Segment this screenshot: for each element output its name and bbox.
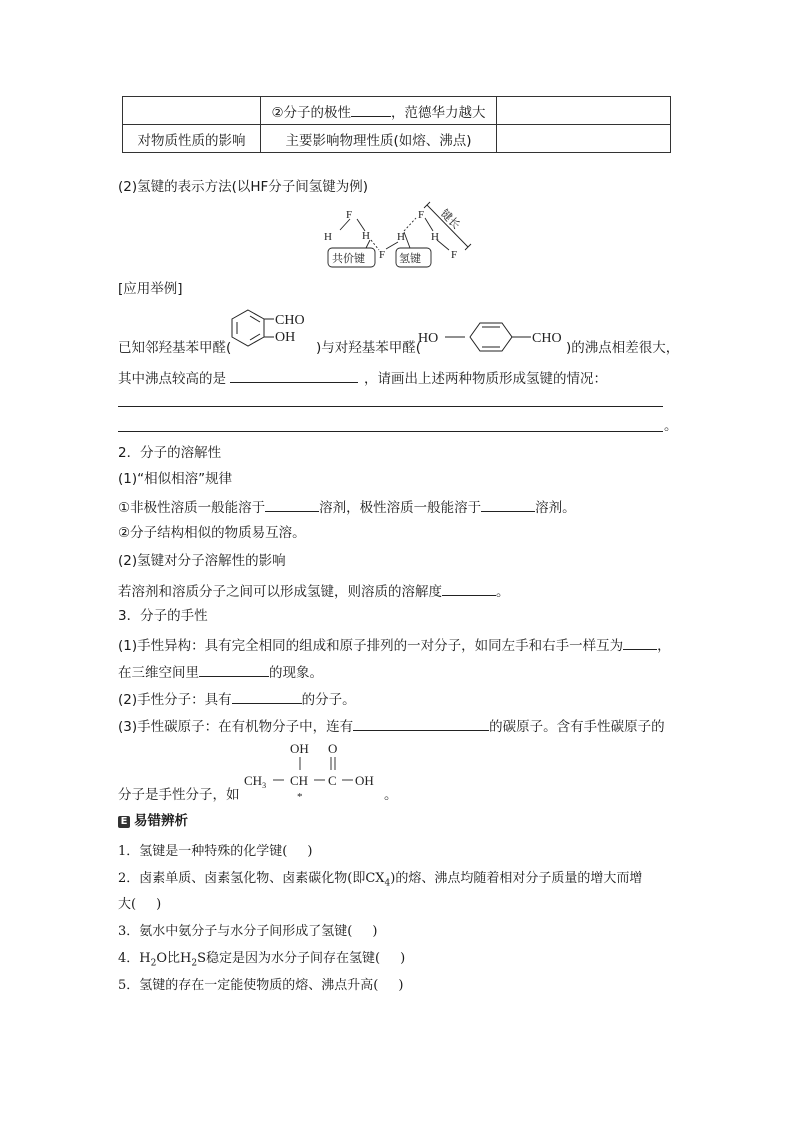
answer-line[interactable] (118, 406, 663, 407)
text: (1)手性异构：具有完全相同的组成和原子排列的一对分子，如同左手和右手一样互为 (118, 638, 624, 654)
item-close: ) (372, 924, 378, 939)
example-line (118, 370, 607, 387)
answer-blank[interactable] (199, 664, 269, 677)
para-hydroxybenzaldehyde-structure (418, 318, 568, 356)
table-cell (123, 97, 261, 125)
table-cell (261, 97, 497, 125)
table-cell: 主要影响物理性质(如熔、沸点) (261, 125, 497, 153)
item-text: 大( (118, 897, 137, 912)
atom-label: F (346, 209, 353, 221)
example-line: 已知邻羟基苯甲醛( (118, 340, 232, 356)
text-line (118, 583, 510, 600)
text: 。 (496, 584, 510, 600)
table-cell (497, 125, 671, 153)
item-close: ) (398, 978, 404, 993)
period: 。 (384, 787, 398, 803)
heading-text: 易错辨析 (134, 813, 188, 829)
atom-label: H (431, 231, 439, 243)
error-item (118, 952, 405, 969)
text: 的分子。 (301, 692, 356, 708)
text: (2)手性分子：具有 (118, 692, 232, 708)
item-close: ) (400, 951, 406, 966)
ho-group-label: HO (418, 331, 439, 346)
c-label: C (328, 773, 337, 788)
section-heading: 2．分子的溶解性 (118, 445, 222, 461)
text: 在三维空间里 (118, 665, 199, 681)
table-cell (497, 97, 671, 125)
table-cell: 对物质性质的影响 (123, 125, 261, 153)
error-item (118, 979, 403, 992)
ch-label: CH (290, 773, 309, 788)
error-item-cont (118, 898, 161, 911)
section-heading: (2)氢键的表示方法(以HF分子间氢键为例) (118, 179, 369, 195)
item-text: )的熔、沸点均随着相对分子质量的增大而增 (390, 871, 643, 886)
example-line: )的沸点相差很大， (566, 340, 680, 356)
error-item (118, 872, 642, 889)
item-close: ) (307, 844, 313, 859)
error-badge-icon: E (118, 816, 130, 828)
text: 的碳原子。含有手性碳原子的 (489, 719, 665, 735)
question-text: ，请画出上述两种物质形成氢键的情况： (364, 371, 607, 387)
cell-text: ，范德华力越大 (391, 104, 486, 121)
atom-label: H (397, 231, 405, 243)
cho-group-label: CHO (532, 331, 562, 346)
text-line: ②分子结构相似的物质易互溶。 (118, 525, 306, 541)
atom-label: F (451, 249, 458, 261)
cho-group-label: CHO (275, 313, 305, 328)
period: 。 (664, 418, 678, 434)
atom-label: F (379, 249, 386, 261)
covalent-bond-label: 共价键 (332, 252, 365, 265)
text-line (118, 718, 665, 735)
cell-text: ②分子的极性 (271, 104, 352, 121)
text: ①非极性溶质一般能溶于 (118, 500, 266, 516)
text-line (118, 499, 576, 516)
item-text: 2．卤素单质、卤素氢化物、卤素碳化物(即CX (118, 871, 385, 886)
chiral-star: * (297, 791, 303, 802)
item-sub: 4 (384, 878, 391, 889)
table-row (123, 97, 671, 125)
item-text: S稳定是因为水分子间存在氢键( (197, 951, 381, 966)
item-text: 4．H (118, 951, 151, 966)
text: ， (657, 638, 671, 654)
text-line (118, 664, 323, 681)
atom-label: F (418, 209, 425, 221)
item-text: 1．氢键是一种特殊的化学键( (118, 844, 288, 859)
atom-label: H (362, 230, 370, 242)
answer-blank[interactable] (265, 499, 319, 512)
answer-blank[interactable] (232, 691, 302, 704)
oh-label: OH (355, 773, 374, 788)
table-row (123, 125, 671, 153)
hydrogen-bond-label: 氢键 (399, 252, 421, 265)
item-text: 5．氢键的存在一定能使物质的熔、沸点升高( (118, 978, 379, 993)
error-analysis-heading (118, 815, 188, 829)
oh-group-label: OH (275, 330, 296, 345)
text: 若溶剂和溶质分子之间可以形成氢键，则溶质的溶解度 (118, 584, 442, 600)
hf-hydrogen-bond-diagram (318, 200, 483, 272)
error-item (118, 925, 377, 938)
question-text: 其中沸点较高的是 (118, 371, 226, 387)
subsection-heading: (2)氢键对分子溶解性的影响 (118, 553, 286, 569)
item-sub: 2 (191, 958, 198, 969)
text: 的现象。 (269, 665, 323, 681)
answer-blank[interactable] (442, 583, 496, 596)
item-text: 3．氨水中氨分子与水分子间形成了氢键( (118, 924, 353, 939)
ortho-hydroxybenzaldehyde-structure (228, 306, 316, 354)
bond-length-label: 键长 (437, 206, 463, 232)
item-close: ) (156, 897, 162, 912)
section-heading: [应用举例] (118, 281, 183, 297)
text-line (118, 637, 671, 654)
answer-blank[interactable] (230, 370, 358, 383)
lactic-acid-structure (242, 740, 384, 802)
subsection-heading: (1)“相似相溶”规律 (118, 471, 233, 487)
property-table (122, 96, 671, 153)
answer-blank[interactable] (353, 718, 489, 731)
text-line: 分子是手性分子，如 (118, 787, 240, 803)
text: 溶剂，极性溶质一般能溶于 (319, 500, 482, 516)
answer-blank[interactable] (351, 104, 391, 117)
o-label: O (328, 741, 338, 756)
answer-line[interactable] (118, 431, 663, 432)
ch3-label: $CH_3$ (244, 773, 267, 790)
example-line: )与对羟基苯甲醛( (316, 340, 422, 356)
text: (3)手性碳原子：在有机物分子中，连有 (118, 719, 354, 735)
item-text: O比H (156, 951, 192, 966)
text: 溶剂。 (535, 500, 576, 516)
oh-label: OH (290, 741, 309, 756)
error-item (118, 845, 312, 858)
answer-blank[interactable] (623, 637, 657, 650)
item-sub: 2 (150, 958, 157, 969)
answer-blank[interactable] (481, 499, 535, 512)
text-line (118, 691, 356, 708)
section-heading: 3．分子的手性 (118, 608, 208, 624)
atom-label: H (324, 231, 332, 243)
